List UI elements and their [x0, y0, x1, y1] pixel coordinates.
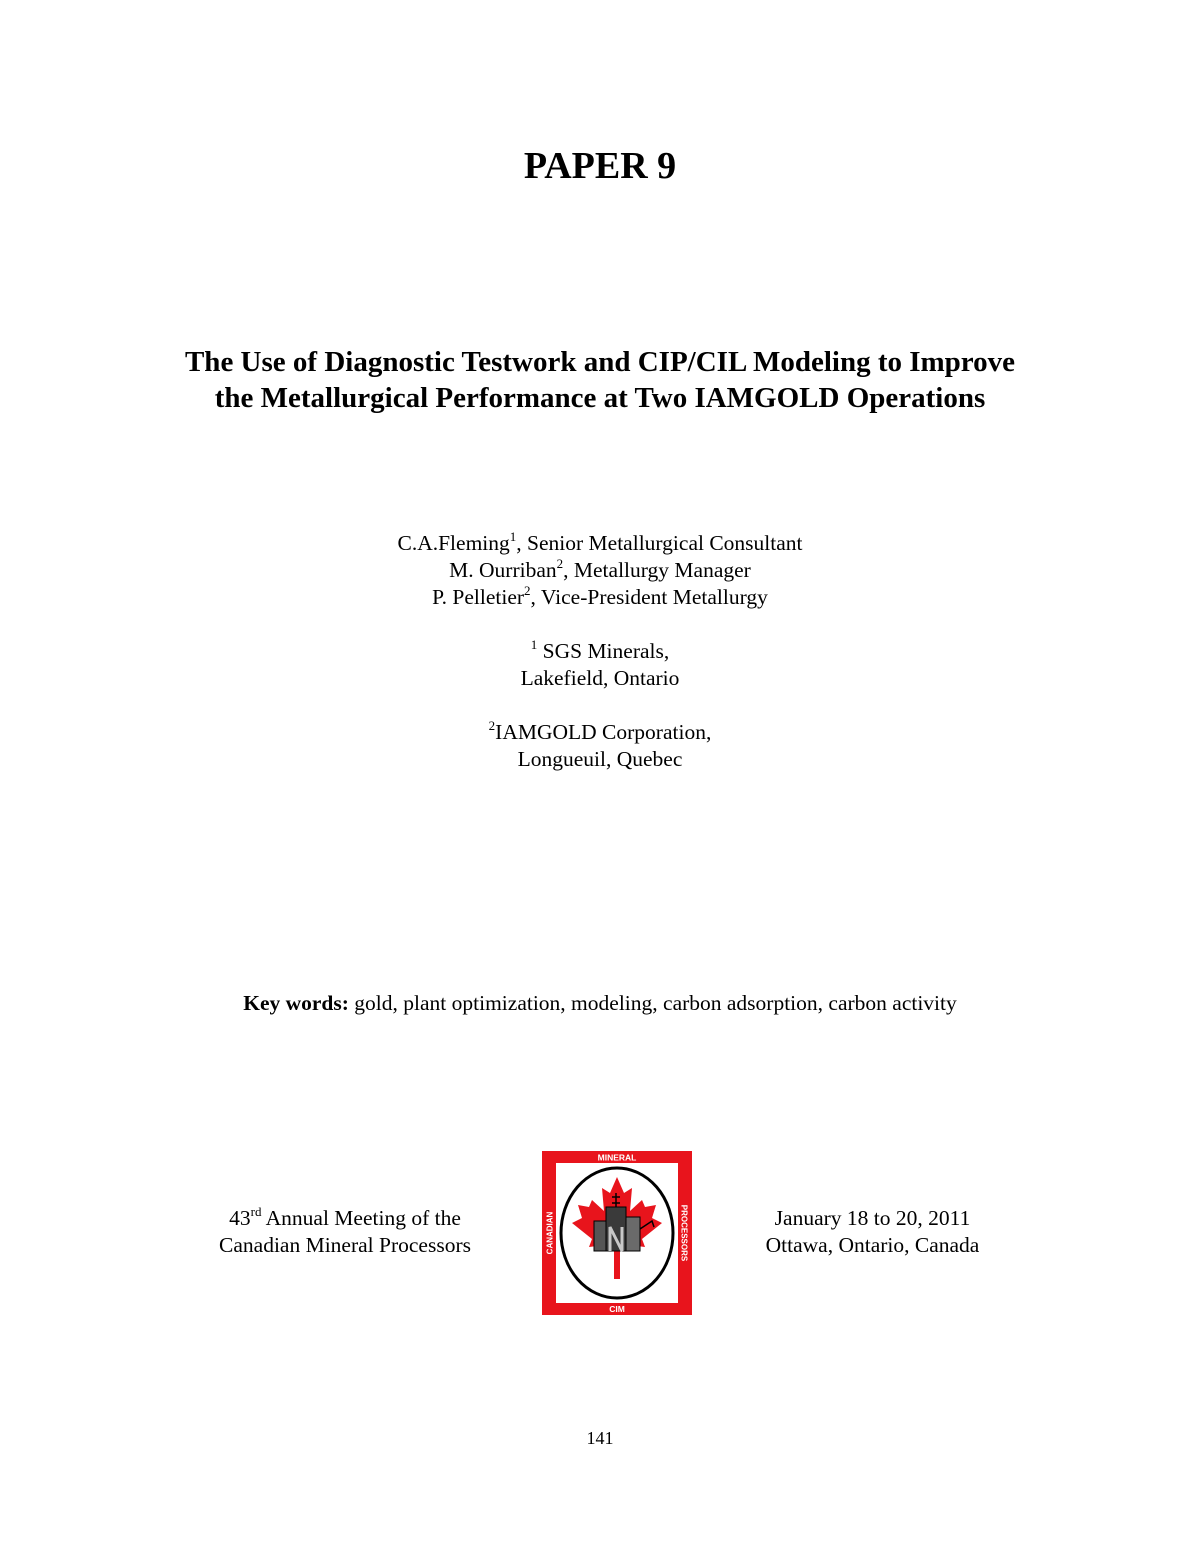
author-name: C.A.Fleming — [397, 531, 510, 555]
affiliation-org: IAMGOLD Corporation, — [495, 720, 712, 744]
affiliation-line — [0, 719, 1200, 746]
logo-text-top: MINERAL — [597, 1152, 637, 1163]
affiliation-mark: 1 — [530, 636, 538, 652]
logo-text-right: PROCESSORS — [679, 1204, 689, 1262]
affiliation-mark: 2 — [488, 717, 496, 733]
author-role: , Vice-President Metallurgy — [530, 585, 768, 609]
affiliation-location: Lakefield, Ontario — [520, 666, 680, 690]
affiliation-1 — [0, 638, 1200, 692]
logo-text-bottom: CIM — [609, 1304, 625, 1314]
venue-location: Ottawa, Ontario, Canada — [765, 1233, 980, 1257]
author-line — [0, 530, 1200, 557]
meeting-line-2: Canadian Mineral Processors — [219, 1233, 471, 1257]
keywords-label: Key words: — [243, 991, 349, 1015]
author-list — [0, 530, 1200, 611]
author-affiliation-mark: 1 — [509, 528, 517, 544]
meeting-line-1 — [190, 1205, 500, 1232]
affiliation-org: SGS Minerals, — [537, 639, 670, 663]
author-role: , Metallurgy Manager — [563, 558, 751, 582]
paper-title — [0, 344, 1200, 416]
meeting-number: 43 — [229, 1206, 251, 1230]
author-name: M. Ourriban — [449, 558, 557, 582]
author-affiliation-mark: 2 — [524, 582, 531, 598]
title-line-2: the Metallurgical Performance at Two IAMGOLD Operations — [214, 382, 986, 414]
meeting-text: Annual Meeting of the — [261, 1206, 461, 1230]
author-line — [0, 557, 1200, 584]
author-affiliation-mark: 2 — [556, 555, 564, 571]
author-name: P. Pelletier — [432, 585, 525, 609]
meeting-ordinal: rd — [250, 1203, 262, 1219]
author-role: , Senior Metallurgical Consultant — [516, 531, 803, 555]
paper-number: PAPER 9 — [523, 145, 677, 187]
author-line — [0, 584, 1200, 611]
venue-info — [725, 1205, 1020, 1259]
affiliation-line — [0, 638, 1200, 665]
affiliation-2 — [0, 719, 1200, 773]
keywords-text: gold, plant optimization, modeling, carbon adsorption, carbon activity — [348, 991, 957, 1015]
cim-mineral-processors-logo — [542, 1151, 692, 1315]
meeting-info — [190, 1205, 500, 1259]
page-number: 141 — [586, 1428, 614, 1448]
venue-dates: January 18 to 20, 2011 — [774, 1206, 971, 1230]
keywords — [0, 990, 1200, 1017]
affiliation-location: Longueuil, Quebec — [517, 747, 683, 771]
title-line-1: The Use of Diagnostic Testwork and CIP/CIL Modeling to Improve — [184, 346, 1016, 378]
logo-text-left: CANADIAN — [545, 1211, 555, 1255]
